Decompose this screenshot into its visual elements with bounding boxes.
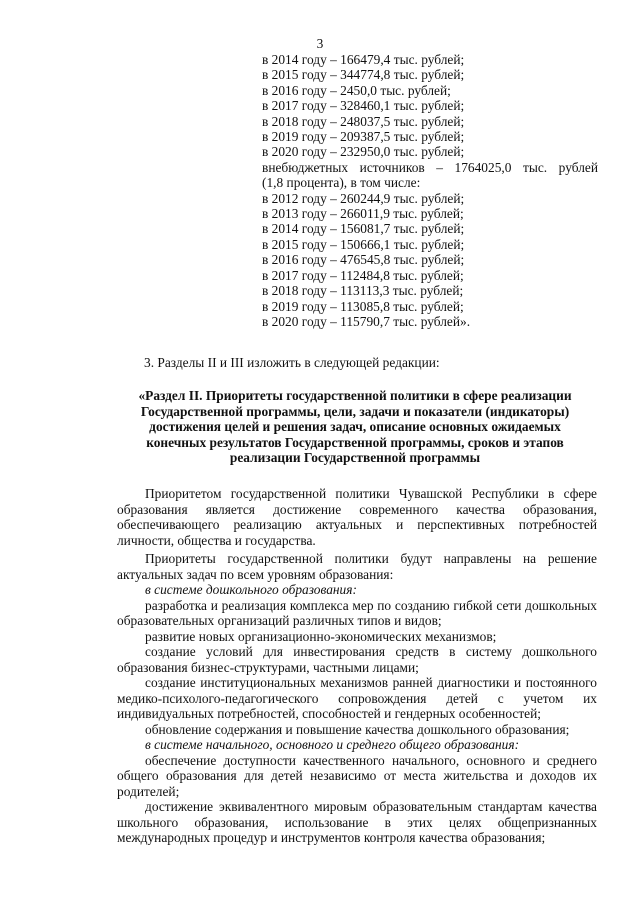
paragraph: создание институциональных механизмов ранней диагностики и постоянного медико-психолого-педагогического сопровождения детей с учетом их индивидуальных потребностей, способностей и гендерных особенностей; (117, 675, 597, 721)
funding-line: в 2015 году – 150666,1 тыс. рублей; (262, 236, 465, 252)
page-number: 3 (316, 36, 324, 51)
funding-line: в 2017 году – 328460,1 тыс. рублей; (262, 98, 465, 114)
funding-extrabudget-line: (1,8 процента), в том числе: (262, 175, 421, 191)
amendment-item-3: 3. Разделы II и III изложить в следующей редакции: (144, 355, 440, 370)
paragraph: обновление содержания и повышение качества дошкольного образования; (145, 721, 570, 737)
paragraph: создание условий для инвестирования средств в систему дошкольного образования бизнес-структурами, частными лицами; (117, 644, 597, 675)
subsection-label: в системе дошкольного образования: (145, 582, 357, 597)
paragraph: Приоритеты государственной политики будут направлены на решение актуальных задач по всем уровням образования: (117, 551, 597, 582)
funding-line: в 2012 году – 260244,9 тыс. рублей; (262, 190, 465, 206)
funding-line: в 2020 году – 115790,7 тыс. рублей». (262, 313, 471, 329)
funding-line: в 2014 году – 166479,4 тыс. рублей; (262, 52, 465, 67)
funding-extrabudget-line: внебюджетных источников – 1764025,0 тыс. рублей (262, 159, 598, 175)
paragraph: достижение эквивалентного мировым образовательным стандартам качества школьного образования, использование в этих целях общепризнанных международных процедур и инструментов контроля качества образования; (117, 799, 597, 845)
paragraph: обеспечение доступности качественного начального, основного и среднего общего образования для детей независимо от места жительства и доходов их родителей; (117, 752, 597, 799)
funding-line: в 2013 году – 266011,9 тыс. рублей; (262, 206, 464, 222)
funding-line: в 2017 году – 112484,8 тыс. рублей; (262, 267, 464, 283)
paragraph: Приоритетом государственной политики Чувашской Республики в сфере образования является достижение современного качества образования, обеспечивающего реализацию актуальных и перспективных потребностей личности, общества и государства. (117, 486, 597, 548)
paragraph: разработка и реализация комплекса мер по созданию гибкой сети дошкольных образовательных организаций различных типов и видов; (117, 597, 597, 628)
paragraph: развитие новых организационно-экономических механизмов; (145, 628, 497, 644)
funding-line: в 2019 году – 209387,5 тыс. рублей; (262, 129, 465, 145)
funding-line: в 2015 году – 344774,8 тыс. рублей; (262, 67, 465, 83)
funding-breakdown (262, 52, 598, 329)
funding-line: в 2019 году – 113085,8 тыс. рублей; (262, 298, 464, 314)
funding-line: в 2018 году – 113113,3 тыс. рублей; (262, 283, 464, 299)
funding-line: в 2016 году – 2450,0 тыс. рублей; (262, 82, 451, 98)
funding-line: в 2014 году – 156081,7 тыс. рублей; (262, 221, 465, 237)
funding-line: в 2020 году – 232950,0 тыс. рублей; (262, 144, 465, 160)
funding-line: в 2016 году – 476545,8 тыс. рублей; (262, 252, 465, 268)
subsection-label: в системе начального, основного и среднего общего образования: (145, 737, 520, 752)
funding-line: в 2018 году – 248037,5 тыс. рублей; (262, 113, 465, 129)
section-heading: «Раздел II. Приоритеты государственной политики в сфере реализации Государственной программы, цели, задачи и показатели (индикаторы) достижения целей и решения задач, описание основных ожидаемых конечных результатов Государственной программы, сроков и этапов реализации Государственной программы (138, 388, 572, 466)
section-body (117, 486, 597, 846)
